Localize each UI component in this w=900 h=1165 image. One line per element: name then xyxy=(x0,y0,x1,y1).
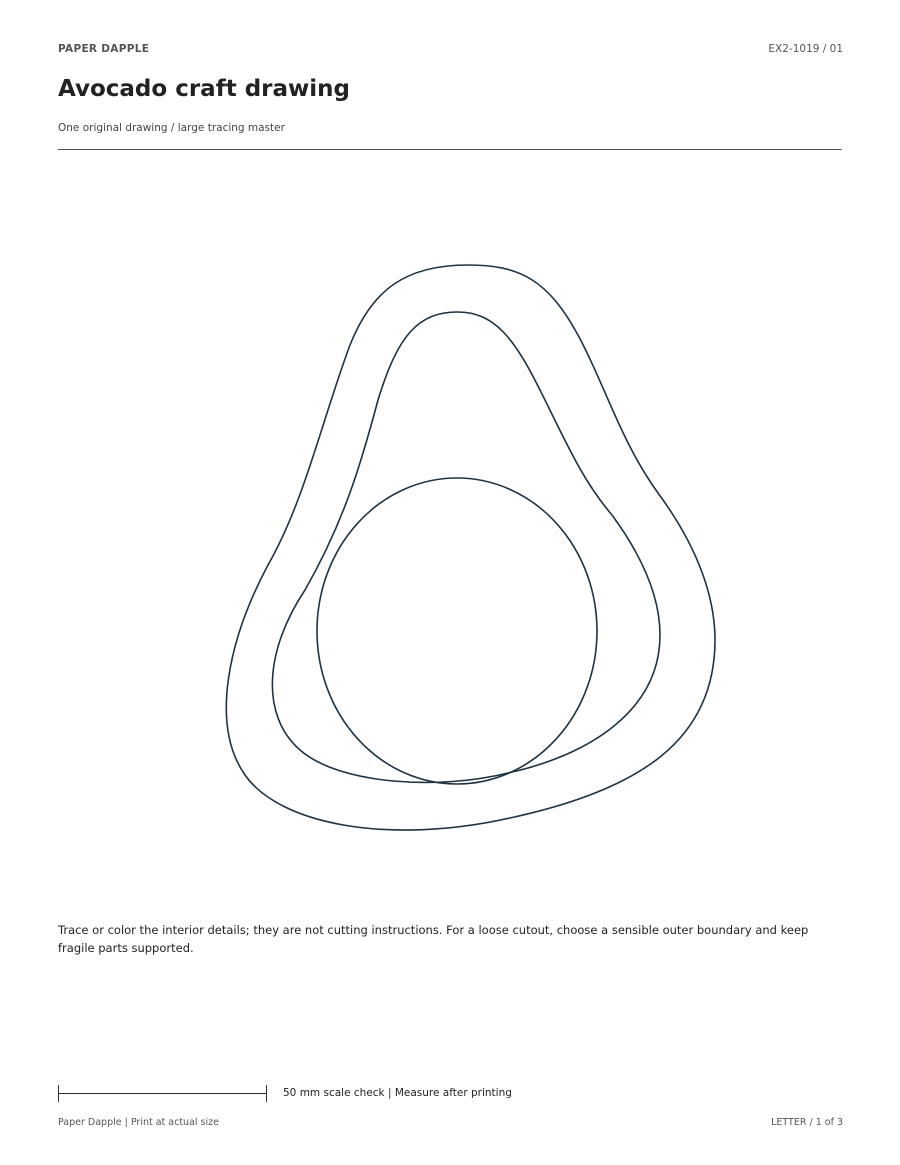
scale-bar xyxy=(58,1085,267,1102)
tracing-note: Trace or color the interior details; they are not cutting instructions. For a loose cutout, choose a sensible outer boundary and keep fragile parts supported. xyxy=(58,923,809,955)
scale-bar-tick-end xyxy=(266,1085,267,1102)
avocado-flesh-outline xyxy=(272,312,660,782)
scale-bar-line xyxy=(58,1093,267,1094)
document-id: EX2-1019 / 01 xyxy=(768,43,843,55)
page-subtitle: One original drawing / large tracing master xyxy=(58,122,285,134)
page-title: Avocado craft drawing xyxy=(58,76,351,102)
avocado-pit-outline xyxy=(317,478,597,784)
brand-label: PAPER DAPPLE xyxy=(58,43,150,55)
footer-page-info: LETTER / 1 of 3 xyxy=(771,1117,843,1128)
avocado-outlines xyxy=(226,265,715,830)
scale-label: 50 mm scale check | Measure after printing xyxy=(283,1087,512,1099)
scale-bar-tick-start xyxy=(58,1085,59,1102)
footer-left: Paper Dapple | Print at actual size xyxy=(58,1117,219,1128)
avocado-skin-outline xyxy=(226,265,715,830)
